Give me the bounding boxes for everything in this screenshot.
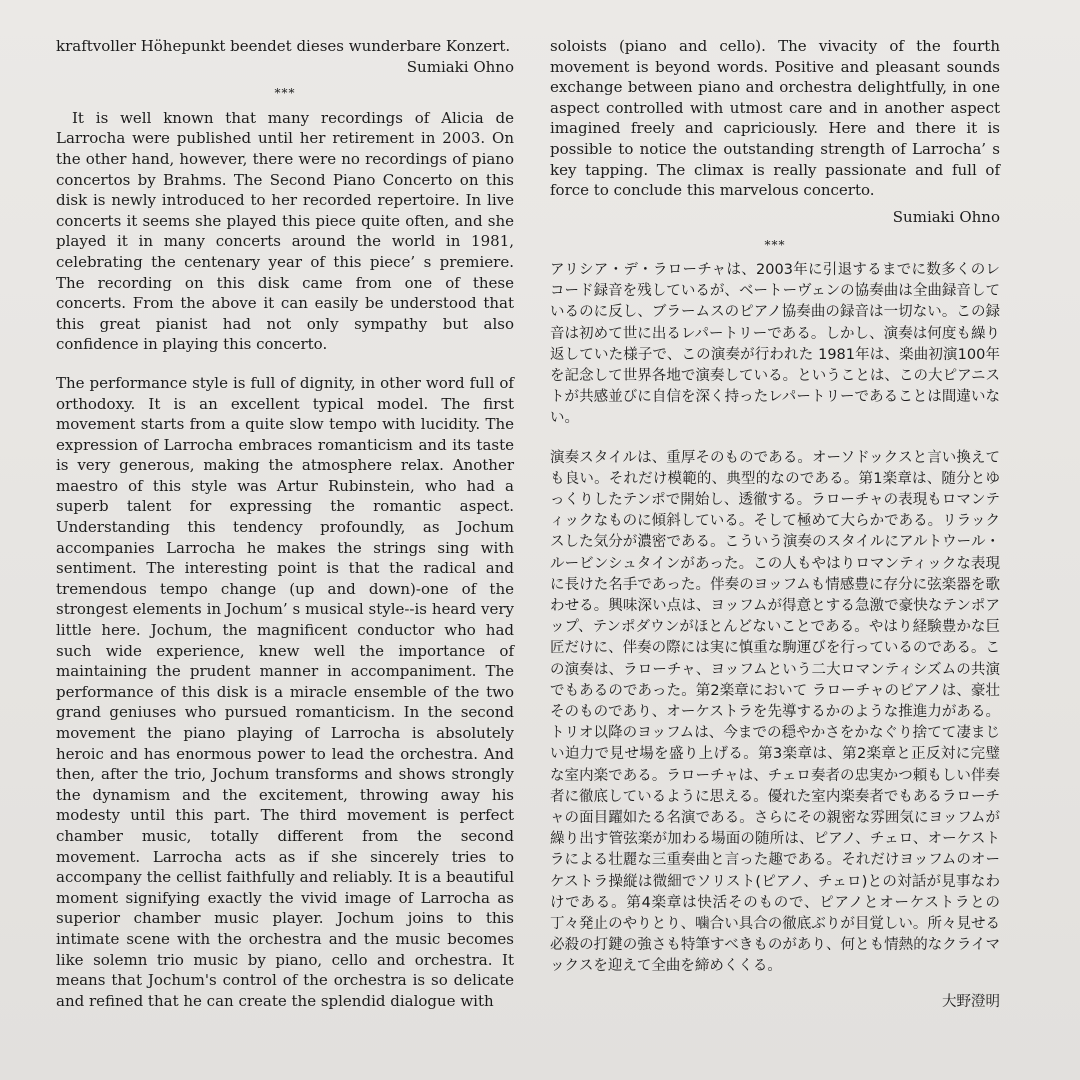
paragraph-gap-right bbox=[550, 430, 1000, 448]
section-separator: *** bbox=[274, 86, 296, 101]
english-paragraph-1: It is well known that many recordings of Alicia de Larrocha were published until her retirement in 2003. On the other hand, however, there were no recordings of piano concertos by Brahms. The Second Piano Concerto on this disk is newly introduced to her recorded repertoire. In live concerts it seems she played this piece quite often, and she played it in many concerts around the world in 1981, celebrating the centenary year of this piece’ s premiere. The recording on this disk came from one of these concerts. From the above it can easily be understood that this great pianist had not only sympathy but also confidence in playing this concerto. bbox=[56, 108, 514, 354]
german-signature: Sumiaki Ohno bbox=[406, 57, 514, 76]
paragraph-gap bbox=[56, 355, 514, 373]
german-text-tail: kraftvoller Höhepunkt beendet dieses wunderbare Konzert. bbox=[56, 37, 511, 55]
japanese-paragraph-1: アリシア・デ・ラローチャは、2003年に引退するまでに数多くのレコード録音を残しているが、ベートーヴェンの協奏曲は全曲録音しているのに反し、ブラームスのピアノ協奏曲の録音は一切ない。この録音は初めて世に出るレパートリーである。しかし、演奏は何度も繰り返していた様子で、この演奏が行われた 1981年は、楽曲初演100年を記念して世界各地で演奏している。ということは、この大ピアニストが共感並びに自信を深く持ったレパートリーであることは間違いない。 bbox=[550, 261, 1000, 427]
japanese-signature: 大野澄明 bbox=[942, 993, 1000, 1010]
section-separator-right: *** bbox=[764, 238, 786, 253]
english-text-tail: soloists (piano and cello). The vivacity of the fourth movement is beyond words. Positive and pleasant sounds exchange between piano and orchestra delightfully, in one aspect controlled with utmost care and in another aspect imagined freely and capriciously. Here and there it is possible to notice the outstanding strength of Larrocha’ s key tapping. The climax is really passionate and full of force to conclude this marvelous concerto. bbox=[550, 37, 1000, 200]
english-signature: Sumiaki Ohno bbox=[892, 207, 1000, 226]
left-column bbox=[56, 36, 514, 1011]
english-paragraph-2: The performance style is full of dignity, in other word full of orthodoxy. It is an excellent typical model. The first movement starts from a quite slow tempo with lucidity. The expression of Larrocha embraces romanticism and its taste is very generous, making the atmosphere relax. Another maestro of this style was Artur Rubinstein, who had a superb talent for expressing the romantic aspect. Understanding this tendency profoundly, as Jochum accompanies Larrocha he makes the strings sing with sentiment. The interesting point is that the radical and tremendous tempo change (up and down)-one of the strongest elements in Jochum’ s musical style--is heard very little here. Jochum, the magnificent conductor who had such wide experience, knew well the importance of maintaining the prudent manner in accompaniment. The performance of this disk is a miracle ensemble of the two grand geniuses who pursued romanticism. In the second movement the piano playing of Larrocha is absolutely heroic and has enormous power to lead the orchestra. And then, after the trio, Jochum transforms and shows strongly the dynamism and the excitement, throwing away his modesty until this part. The third movement is perfect chamber music, totally different from the second movement. Larrocha acts as if she sincerely tries to accompany the cellist faithfully and reliably. It is a beautiful moment signifying exactly the vivid image of Larrocha as superior chamber music player. Jochum joins to this intimate scene with the orchestra and the music becomes like solemn trio music by piano, cello and orchestra. It means that Jochum's control of the orchestra is so delicate and refined that he can create the splendid dialogue with bbox=[56, 373, 514, 1010]
japanese-paragraph-2: 演奏スタイルは、重厚そのものである。オーソドックスと言い換えても良い。それだけ模範的、典型的なのである。第1楽章は、随分とゆっくりしたテンポで開始し、透徹する。ラローチャの表現もロマンティックなものに傾斜している。そして極めて大らかである。リラックスした気分が濃密である。こういう演奏のスタイルにアルトウール・ルービンシュタインがあった。この人もやはりロマンティックな表現に長けた名手であった。伴奏のヨッフムも情感豊に存分に弦楽器を歌わせる。興味深い点は、ヨッフムが得意とする急激で豪快なテンポアップ、テンポダウンがほとんどないことである。やはり経験豊かな巨匠だけに、伴奏の際には実に慎重な駒運びを行っているのである。この演奏は、ラローチャ、ヨッフムという二大ロマンティシズムの共演でもあるのであった。第2楽章において ラローチャのピアノは、豪壮そのものであり、オーケストラを先導するかのような推進力がある。トリオ以降のヨッフムは、今までの穏やかさをかなぐり捨てて凄まじい迫力で見せ場を盛り上げる。第3楽章は、第2楽章と正反対に完璧な室内楽である。ラローチャは、チェロ奏者の忠実かつ頼もしい伴奏者に徹底しているように思える。優れた室内楽奏者でもあるラローチャの面目躍如たる名演である。さらにその親密な雰囲気にヨッフムが繰り出す管弦楽が加わる場面の随所は、ピアノ、チェロ、オーケストラによる壮麗な三重奏曲と言った趣である。それだけヨッフムのオーケストラ操縦は微細でソリスト(ピアノ、チェロ)との対話が見事なわけである。第4楽章は快活そのもので、ピアノとオーケストラとの丁々発止のやりとり、噛合い具合の徹底ぶりが目覚しい。所々見せる必殺の打鍵の強さも特筆すべきものがあり、何とも情熱的なクライマックスを迎えて全曲を締めくくる。 bbox=[550, 449, 1000, 975]
right-column bbox=[550, 36, 1000, 1012]
